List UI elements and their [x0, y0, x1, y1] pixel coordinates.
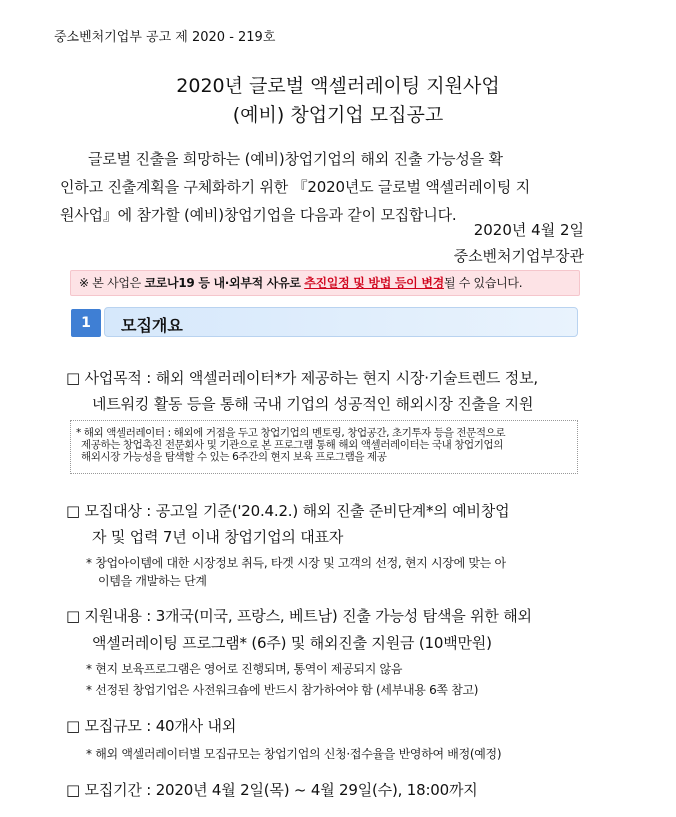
- intro-line-3: 원사업』에 참가할 (예비)창업기업을 다음과 같이 모집합니다.: [60, 206, 457, 224]
- section-title: 모집개요: [121, 316, 183, 335]
- support-note-2: * 선정된 창업기업은 사전워크숍에 반드시 참가하여야 함 (세부내용 6쪽 참고): [86, 683, 479, 697]
- target-note-1: * 창업아이템에 대한 시장정보 취득, 타겟 시장 및 고객의 선정, 현지 시장에 맞는 아: [86, 556, 506, 570]
- scale-note-1: * 해외 액셀러레이터별 모집규모는 창업기업의 신청·접수율을 반영하여 배정(예정): [86, 747, 502, 761]
- notice-number: 중소벤처기업부 공고 제 2020 - 219호: [54, 30, 276, 45]
- target-line-2: 자 및 업력 7년 이내 창업기업의 대표자: [92, 528, 344, 546]
- target-line-1: □ 모집대상 : 공고일 기준('20.4.2.) 해외 진출 준비단계*의 예비창업: [66, 502, 510, 520]
- definition-line-1: * 해외 액셀러레이터 : 해외에 거점을 두고 창업기업의 멘토링, 창업공간, 초기투자 등을 전문적으로: [76, 427, 506, 439]
- notice-date: 2020년 4월 2일: [473, 221, 584, 239]
- support-line-1: □ 지원내용 : 3개국(미국, 프랑스, 베트남) 진출 가능성 탐색을 위한 해외: [66, 607, 532, 625]
- banner-highlight: 추진일정 및 방법 등이 변경: [304, 276, 444, 290]
- banner-prefix: ※ 본 사업은: [79, 276, 145, 290]
- intro-line-2: 인하고 진출계획을 구체화하기 위한 『2020년도 글로벌 액셀러레이팅 지: [60, 178, 530, 196]
- period-line-1: □ 모집기간 : 2020년 4월 2일(목) ~ 4월 29일(수), 18:00까지: [66, 781, 478, 799]
- banner-bold: 코로나19 등 내·외부적 사유로: [144, 276, 301, 290]
- title-line-1: 2020년 글로벌 액셀러레이팅 지원사업: [176, 75, 500, 97]
- banner-suffix: 될 수 있습니다.: [443, 276, 523, 290]
- support-line-2: 액셀러레이팅 프로그램* (6주) 및 해외진출 지원금 (10백만원): [92, 634, 492, 652]
- definition-line-2: 제공하는 창업촉진 전문회사 및 기관으로 본 프로그램 통해 해외 액셀러레이터는 국내 창업기업의: [81, 439, 504, 451]
- definition-line-3: 해외시장 가능성을 탐색할 수 있는 6주간의 현지 보육 프로그램을 제공: [81, 451, 387, 463]
- definition-box: [70, 420, 578, 474]
- support-note-1: * 현지 보육프로그램은 영어로 진행되며, 통역이 제공되지 않음: [86, 662, 403, 676]
- purpose-line-1: □ 사업목적 : 해외 액셀러레이터*가 제공하는 현지 시장·기술트렌드 정보,: [66, 369, 538, 387]
- scale-line-1: □ 모집규모 : 40개사 내외: [66, 717, 237, 735]
- purpose-line-2: 네트워킹 활동 등을 통해 국내 기업의 성공적인 해외시장 진출을 지원: [92, 395, 534, 413]
- section-number: 1: [71, 309, 101, 337]
- issuer: 중소벤처기업부장관: [453, 247, 584, 265]
- notice-banner: [70, 270, 580, 296]
- title-line-2: (예비) 창업기업 모집공고: [232, 104, 444, 126]
- target-note-2: 이템을 개발하는 단계: [98, 574, 207, 588]
- intro-line-1: 글로벌 진출을 희망하는 (예비)창업기업의 해외 진출 가능성을 확: [88, 150, 503, 168]
